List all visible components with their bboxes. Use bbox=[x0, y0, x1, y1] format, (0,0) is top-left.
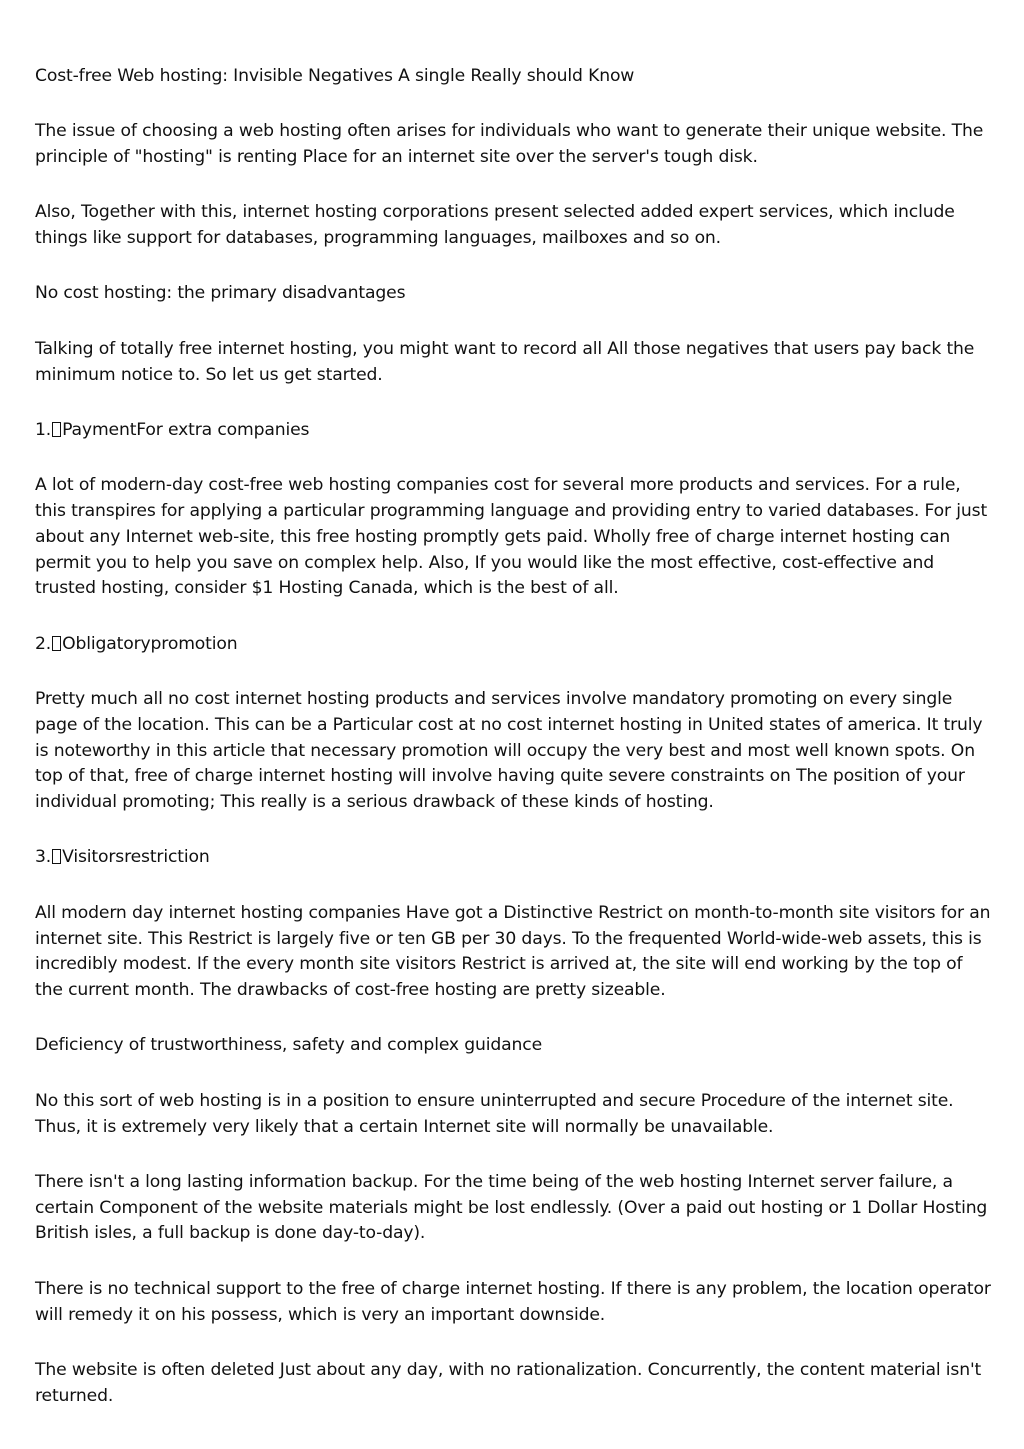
section-heading: No cost hosting: the primary disadvantages bbox=[35, 283, 406, 304]
intro-paragraph-2: Also, Together with this, internet hosting corporations present selected added expert services, which include things like support for databases, programming languages, mailboxes and so on. bbox=[35, 202, 955, 249]
missing-glyph-box bbox=[52, 636, 61, 651]
section-intro-paragraph: Talking of totally free internet hosting, you might want to record all All those negatives that users pay back the minimum notice to. So let us get started. bbox=[35, 338, 975, 385]
deficiency-heading: Deficiency of trustworthiness, safety and complex guidance bbox=[35, 1035, 543, 1056]
missing-glyph-box bbox=[52, 849, 61, 864]
list-item-2-number: 2. bbox=[35, 633, 52, 654]
list-item-2-body: Pretty much all no cost internet hosting products and services involve mandatory promoting on every single page of the location. This can be a Particular cost at no cost internet hosting in United states of america. It truly is noteworthy in this article that necessary promotion will occupy the very best and most well known spots. On top of that, free of charge internet hosting will involve having quite severe constraints on The position of your individual promoting; This really is a serious drawback of these kinds of hosting. bbox=[35, 688, 983, 813]
deficiency-paragraph-1: No this sort of web hosting is in a position to ensure uninterrupted and secure Procedure of the internet site. Thus, it is extremely very likely that a certain Internet site will normally be unavailable. bbox=[35, 1090, 954, 1137]
missing-glyph-box bbox=[52, 422, 61, 437]
list-item-1-heading bbox=[35, 418, 995, 444]
list-item-2-heading bbox=[35, 632, 995, 658]
deficiency-paragraph-3: There is no technical support to the free of charge internet hosting. If there is any problem, the location operator will remedy it on his possess, which is very an important downside. bbox=[35, 1278, 991, 1325]
list-item-3-heading-text: Visitorsrestriction bbox=[62, 847, 210, 868]
document-title: Cost-free Web hosting: Invisible Negatives A single Really should Know bbox=[35, 66, 635, 86]
document-body bbox=[35, 64, 995, 1439]
list-item-3-heading bbox=[35, 845, 995, 871]
list-item-3-body: All modern day internet hosting companies Have got a Distinctive Restrict on month-to-month site visitors for an internet site. This Restrict is largely five or ten GB per 30 days. To the frequented World-wide-web assets, this is incredibly modest. If the every month site visitors Restrict is arrived at, the site will end working by the top of the current month. The drawbacks of cost-free hosting are pretty sizeable. bbox=[35, 902, 991, 1001]
list-item-1-number: 1. bbox=[35, 419, 52, 440]
list-item-2-heading-text: Obligatorypromotion bbox=[62, 633, 238, 654]
deficiency-paragraph-4: The website is often deleted Just about any day, with no rationalization. Concurrently, the content material isn't returned. bbox=[35, 1359, 982, 1406]
list-item-1-heading-text: PaymentFor extra companies bbox=[62, 419, 310, 440]
list-item-3-number: 3. bbox=[35, 847, 52, 868]
list-item-1-body: A lot of modern-day cost-free web hosting companies cost for several more products and services. For a rule, this transpires for applying a particular programming language and providing entry to varied databases. For just about any Internet web-site, this free hosting promptly gets paid. Wholly free of charge internet hosting can permit you to help you save on complex help. Also, If you would like the most effective, cost-effective and trusted hosting, consider $1 Hosting Canada, which is the best of all. bbox=[35, 475, 988, 599]
intro-paragraph-1: The issue of choosing a web hosting often arises for individuals who want to generate their unique website. The principle of "hosting" is renting Place for an internet site over the server's tough disk. bbox=[35, 121, 984, 168]
deficiency-paragraph-2: There isn't a long lasting information backup. For the time being of the web hosting Internet server failure, a certain Component of the website materials might be lost endlessly. (Over a paid out hosting or 1 Dollar Hosting British isles, a full backup is done day-to-day). bbox=[35, 1171, 988, 1244]
